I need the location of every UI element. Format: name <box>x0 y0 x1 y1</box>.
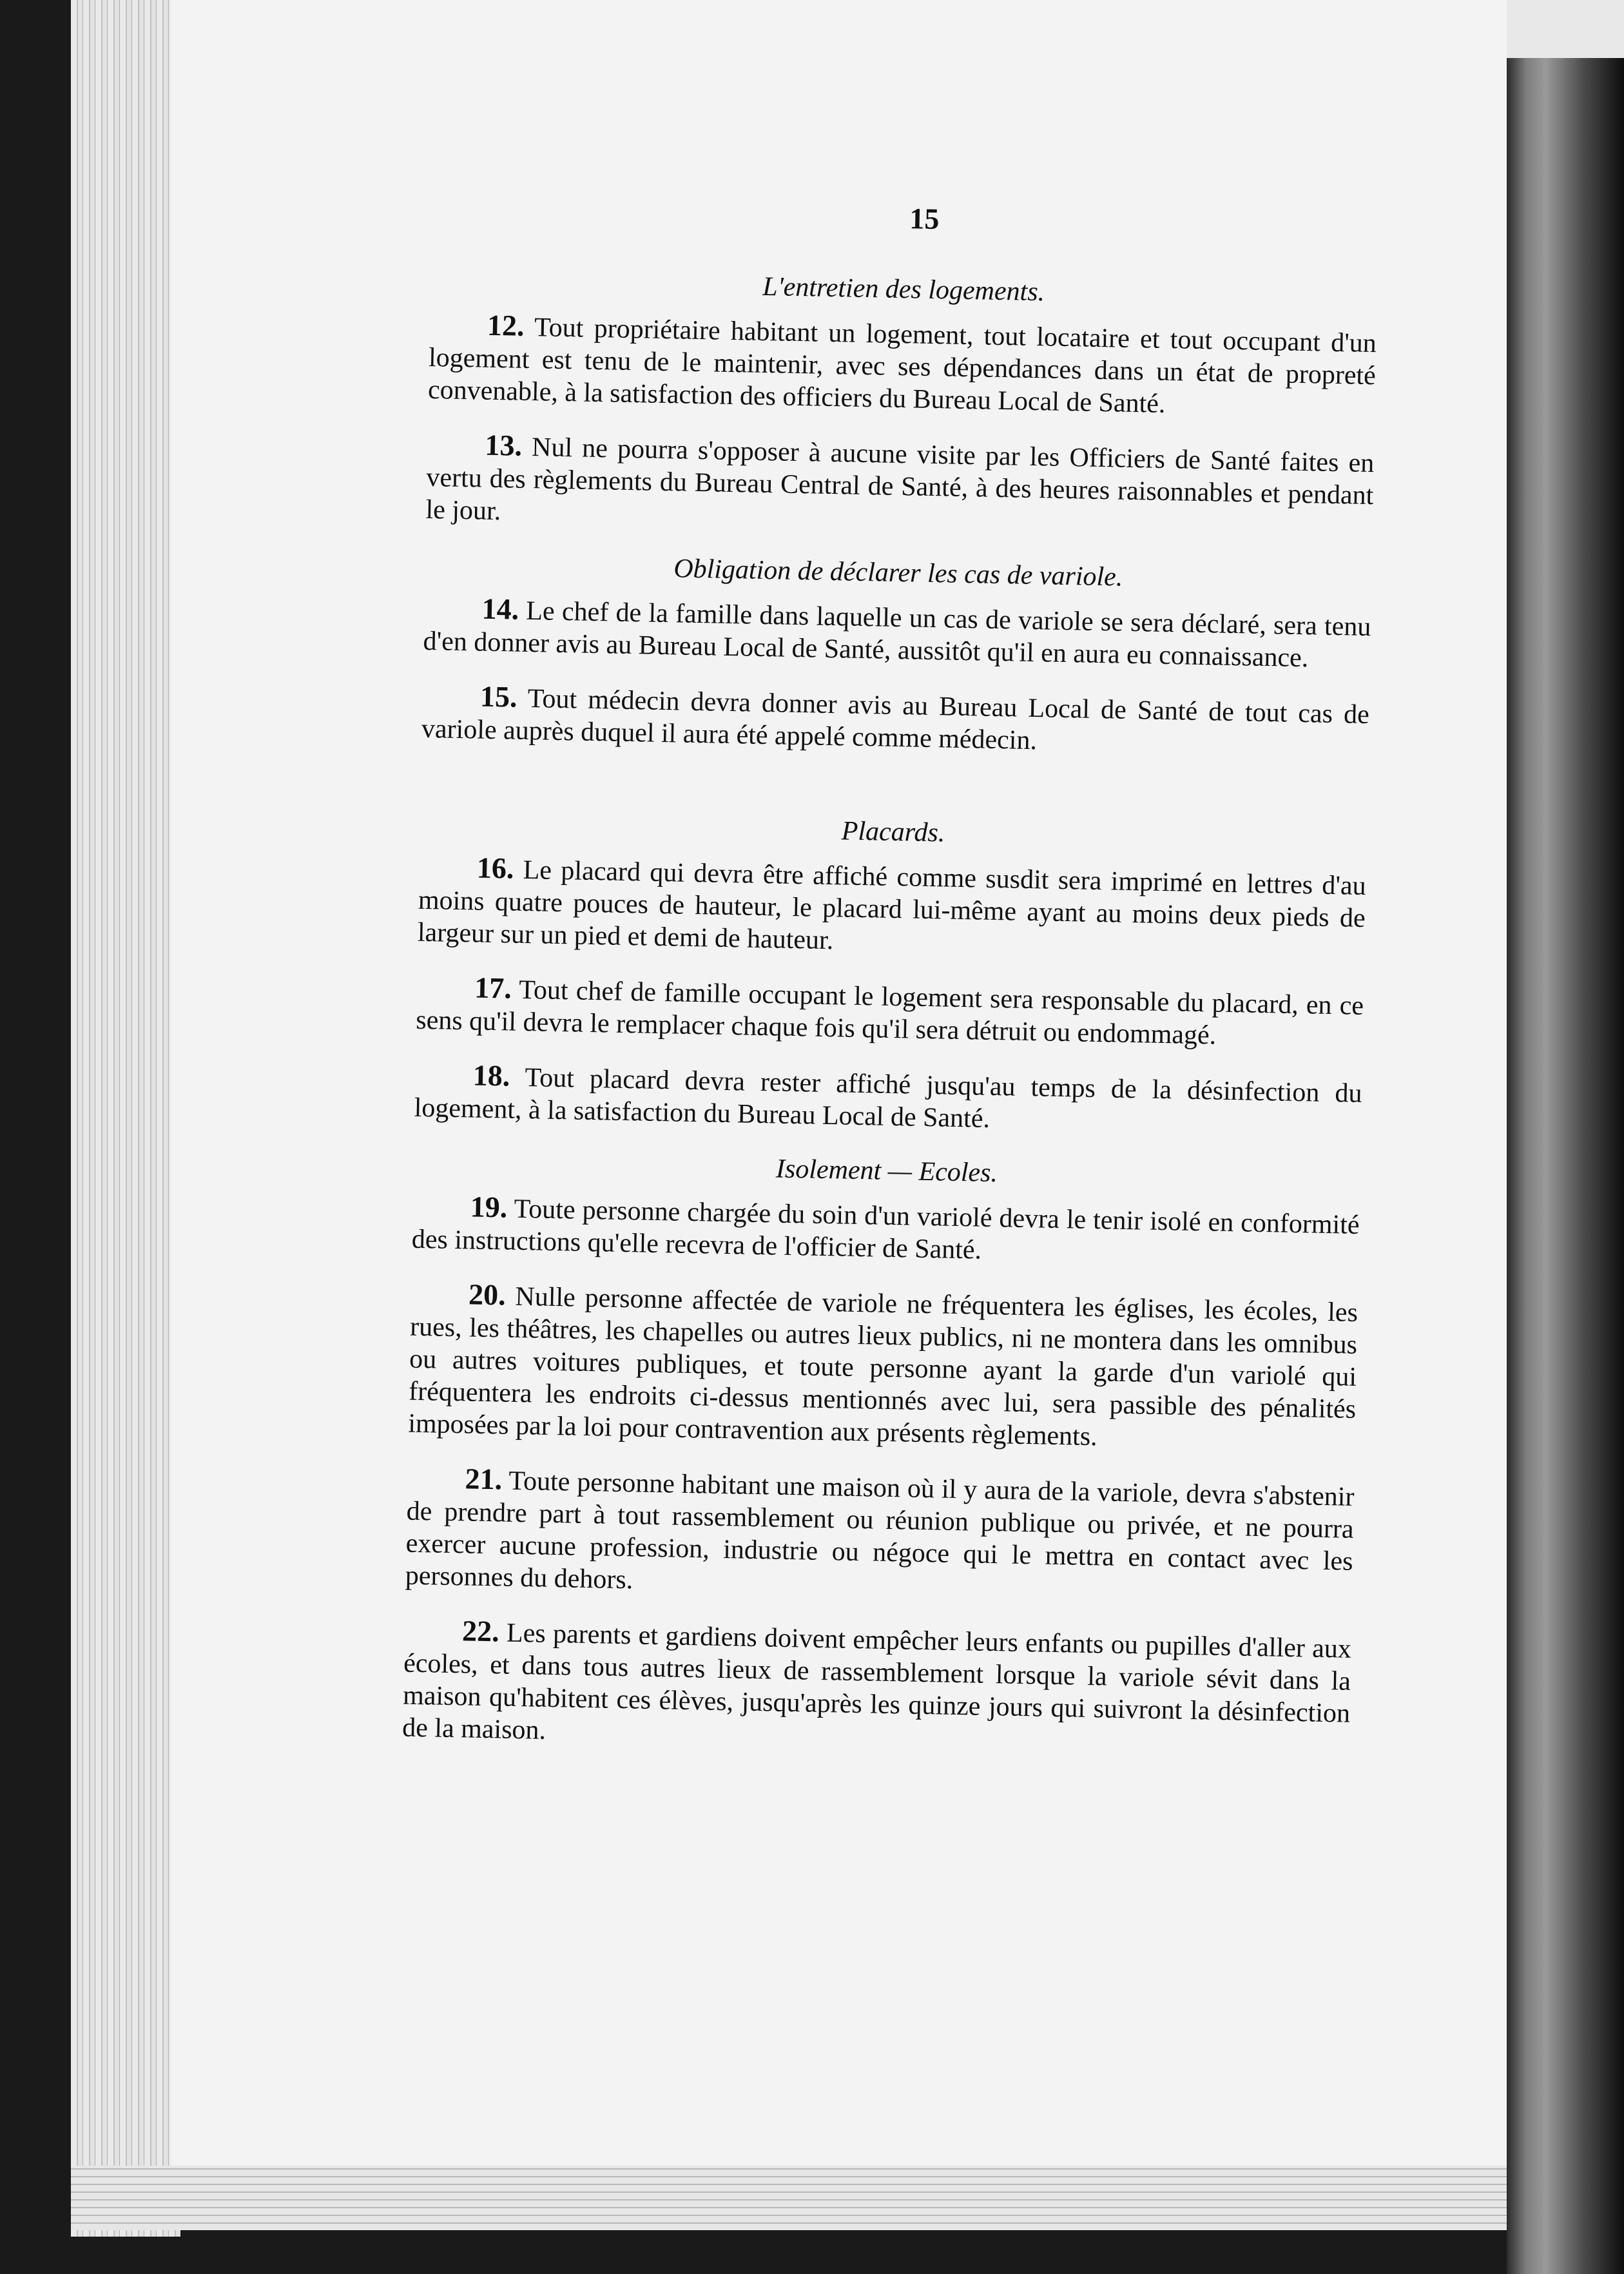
article-text: Le chef de la famille dans laquelle un cas de variole se sera déclaré, sera tenu d'en donner avis au Bureau Local de Santé, aussitôt qu'il en aura eu connaissance. <box>423 596 1371 674</box>
book-binding <box>1507 58 1624 2274</box>
article-14 <box>423 592 1371 675</box>
article-number: 18. <box>472 1058 510 1093</box>
article-21 <box>405 1462 1355 1610</box>
article-12 <box>428 308 1377 424</box>
article-number: 13. <box>485 428 523 462</box>
article-number: 20. <box>468 1278 507 1312</box>
article-17 <box>416 971 1364 1054</box>
article-16 <box>418 851 1367 967</box>
article-text: Nulle personne affectée de variole ne fréquentera les églises, les écoles, les rues, les théâtres, les chapelles ou autres lieux publics, ni ne montera dans les omnibus ou autres voitures publiques, et toute personne ayant la garde d'un variolé qui fréquentera les endroits ci-dessus mentionnés avec lui, sera passible des pénalités imposées par la loi pour contravention aux présents règlements. <box>407 1281 1358 1452</box>
article-number: 19. <box>470 1190 508 1224</box>
article-13 <box>425 428 1375 544</box>
page-number: 15 <box>909 202 940 236</box>
article-20 <box>408 1278 1358 1458</box>
article-15 <box>421 679 1370 763</box>
article-number: 12. <box>487 308 525 342</box>
article-number: 17. <box>474 971 512 1005</box>
article-text: Toute personne habitant une maison où il y aura de la variole, devra s'abstenir de prendre part à tout rassemblement ou réunion publique ou privée, et ne pourra exercer aucune profession, industrie ou négoce qui le mettra en contact avec les personnes du dehors. <box>405 1466 1355 1595</box>
binding-top <box>1507 0 1624 58</box>
article-number: 14. <box>481 592 519 626</box>
article-text: Toute personne chargée du soin d'un variolé devra le tenir isolé en conformité des instructions qu'elle recevra de l'officier de Santé. <box>411 1194 1360 1265</box>
article-number: 22. <box>461 1614 500 1648</box>
article-number: 16. <box>476 851 514 885</box>
article-number: 15. <box>479 679 518 714</box>
section-heading-placards: Placards. <box>841 816 945 848</box>
article-text: Tout chef de famille occupant le logement sera responsable du placard, en ce sens qu'il devra le remplacer chaque fois qu'il sera détruit ou endommagé. <box>415 975 1364 1051</box>
article-text: Tout placard devra rester affiché jusqu'au temps de la désinfection du logement, à la satisfaction du Bureau Local de Santé. <box>414 1062 1362 1134</box>
page-edges <box>71 0 180 2237</box>
article-22 <box>402 1614 1352 1762</box>
section-heading-obligation: Obligation de déclarer les cas de variole. <box>673 554 1123 592</box>
article-text: Tout médecin devra donner avis au Bureau Local de Santé de tout cas de variole auprès duquel il aura été appelé comme médecin. <box>421 683 1370 756</box>
section-heading-logements: L'entretien des logements. <box>762 271 1045 307</box>
article-text: Les parents et gardiens doivent empêcher leurs enfants ou pupilles d'aller aux écoles, et dans tous autres lieux de rassemblement lorsque la variole sévit dans la maison qu'habitent ces élèves, jusqu'après les quinze jours qui suivront la désinfection de la maison. <box>401 1618 1352 1745</box>
article-text: Nul ne pourra s'opposer à aucune visite par les Officiers de Santé faites en vertu des règlements du Bureau Central de Santé, à des heures raisonnables et pendant le jour. <box>425 432 1375 527</box>
article-18 <box>414 1058 1362 1142</box>
section-heading-isolement: Isolement — Ecoles. <box>775 1154 998 1189</box>
page-bottom-edges <box>71 2166 1508 2230</box>
article-number: 21. <box>465 1462 503 1496</box>
article-19 <box>411 1190 1360 1274</box>
document-text <box>401 193 1379 1784</box>
article-text: Le placard qui devra être affiché comme susdit sera imprimé en lettres d'au moins quatre pouces de hauteur, le placard lui-même ayant au moins deux pieds de largeur sur un pied et demi de hauteur. <box>417 855 1367 956</box>
article-text: Tout propriétaire habitant un logement, tout locataire et tout occupant d'un logement est tenu de le maintenir, avec ses dépendances dans un état de propreté convenable, à la satisfaction des officiers du Bureau Local de Santé. <box>427 312 1377 419</box>
